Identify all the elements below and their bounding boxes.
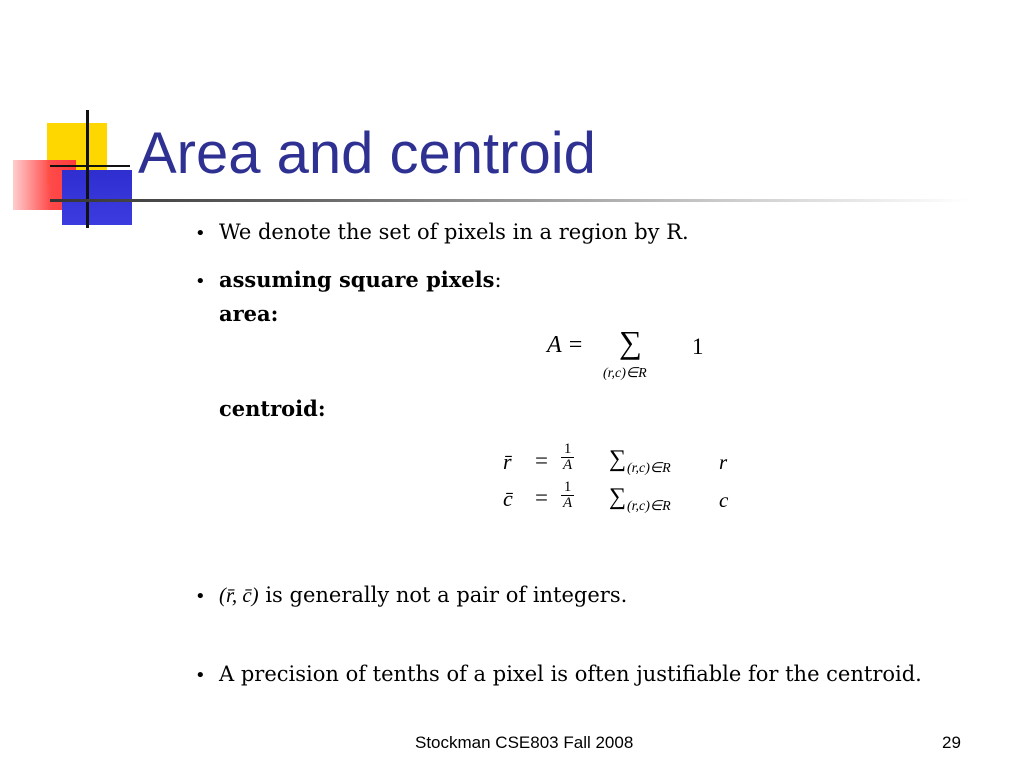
title-underline [50, 199, 970, 202]
area-label: area: [219, 301, 279, 326]
area-sum-term: 1 [692, 334, 704, 359]
rbar-fraction [561, 442, 574, 473]
cbar-term: c [719, 488, 729, 512]
area-sum-subscript: (r,c)∈R [603, 366, 647, 381]
rbar-sum-symbol: ∑ [609, 446, 627, 472]
slide-title: Area and centroid [138, 121, 596, 186]
cbar-fraction [561, 480, 574, 511]
bullet-dot: • [195, 665, 206, 686]
footer-text: Stockman CSE803 Fall 2008 [415, 733, 634, 752]
bullet-precision [195, 662, 922, 686]
centroid-pair: (r̄, c̄) [219, 583, 259, 607]
bullet-dot: • [195, 271, 206, 292]
fraction-numerator: 1 [561, 480, 574, 496]
page-number: 29 [942, 733, 961, 752]
cbar-equals: = [535, 485, 548, 510]
vertical-rule [86, 110, 89, 228]
rbar-equals: = [535, 448, 548, 473]
rbar-term: r [719, 450, 728, 474]
fraction-numerator: 1 [561, 442, 574, 458]
bullet-dot: • [195, 586, 206, 607]
bullet-centroid-not-integer [195, 583, 627, 608]
bullet-dot: • [195, 223, 206, 244]
fraction-denominator: A [563, 457, 573, 473]
cbar-sum-subscript: (r,c)∈R [627, 499, 671, 514]
rbar-symbol: r̄ [503, 449, 512, 474]
cbar-sum-symbol: ∑ [609, 484, 627, 510]
cbar-symbol: c̄ [503, 486, 513, 511]
bullet-text: is generally not a pair of integers. [258, 583, 628, 607]
summation-symbol: ∑ [619, 324, 642, 360]
short-horizontal-rule [50, 165, 130, 167]
rbar-sum-subscript: (r,c)∈R [627, 461, 671, 476]
blue-square-decoration [62, 170, 132, 225]
centroid-label: centroid: [219, 396, 326, 421]
bullet-text: We denote the set of pixels in a region by R. [219, 220, 689, 244]
bullet-text-bold: assuming square pixels [219, 267, 495, 292]
bullet-text: A precision of tenths of a pixel is often justifiable for the centroid. [219, 662, 922, 686]
bullet-square-pixels [195, 267, 502, 292]
bullet-text: : [494, 268, 502, 292]
area-formula-lhs: A = [547, 332, 584, 358]
bullet-region-definition [195, 220, 689, 244]
fraction-denominator: A [563, 495, 573, 511]
